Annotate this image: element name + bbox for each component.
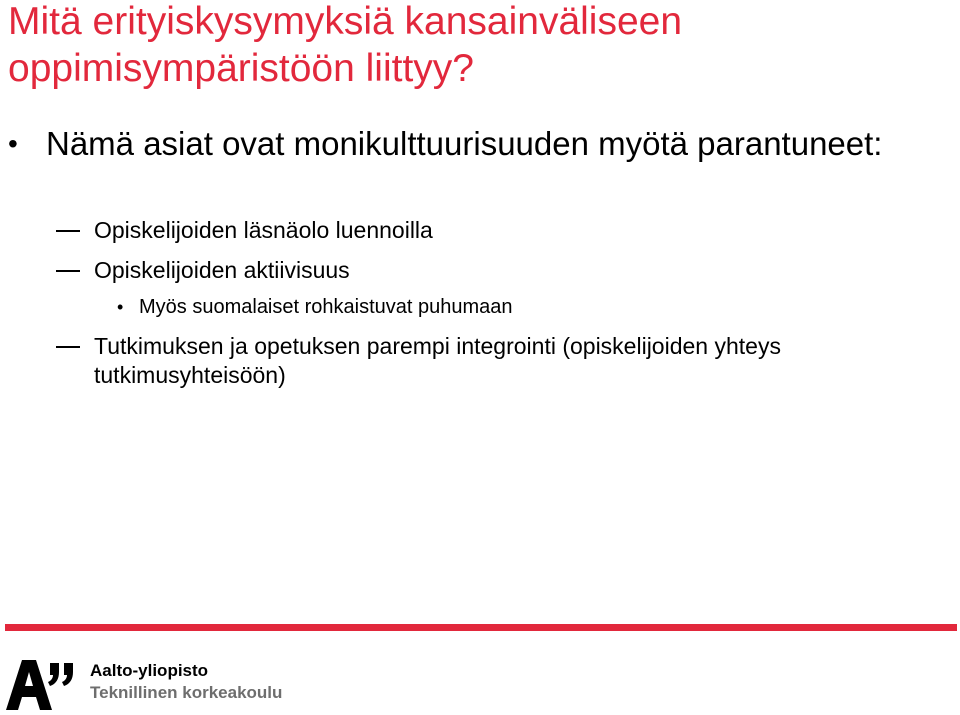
slide-title: Mitä erityiskysymyksiä kansainväliseen oppimisympäristöön liittyy?	[8, 0, 683, 90]
sub-item	[94, 332, 934, 390]
bullet-icon: •	[117, 297, 124, 317]
sub-sub-item-text: Myös suomalaiset rohkaistuvat puhumaan	[139, 296, 513, 318]
footer-logo-text	[90, 660, 282, 704]
dash-icon	[56, 230, 80, 232]
sub-item	[94, 256, 934, 285]
dash-icon	[56, 346, 80, 348]
sub-item	[94, 216, 934, 245]
sub-sub-item	[117, 295, 919, 320]
sub-item-text: Opiskelijoiden läsnäolo luennoilla	[94, 217, 433, 243]
bullet-item-text: Nämä asiat ovat monikulttuurisuuden myötä parantuneet:	[46, 125, 883, 162]
footer-rule	[5, 624, 957, 631]
bullet-item	[8, 123, 926, 165]
school-name: Teknillinen korkeakoulu	[90, 683, 283, 702]
sub-item-text: Tutkimuksen ja opetuksen parempi integrointi (opiskelijoiden yhteys tutkimusyhteisöön)	[94, 333, 781, 388]
org-name: Aalto-yliopisto	[90, 661, 209, 680]
dash-icon	[56, 270, 80, 272]
aalto-a-logo-icon	[6, 655, 86, 715]
bullet-icon: •	[8, 128, 18, 159]
sub-item-text: Opiskelijoiden aktiivisuus	[94, 257, 350, 283]
